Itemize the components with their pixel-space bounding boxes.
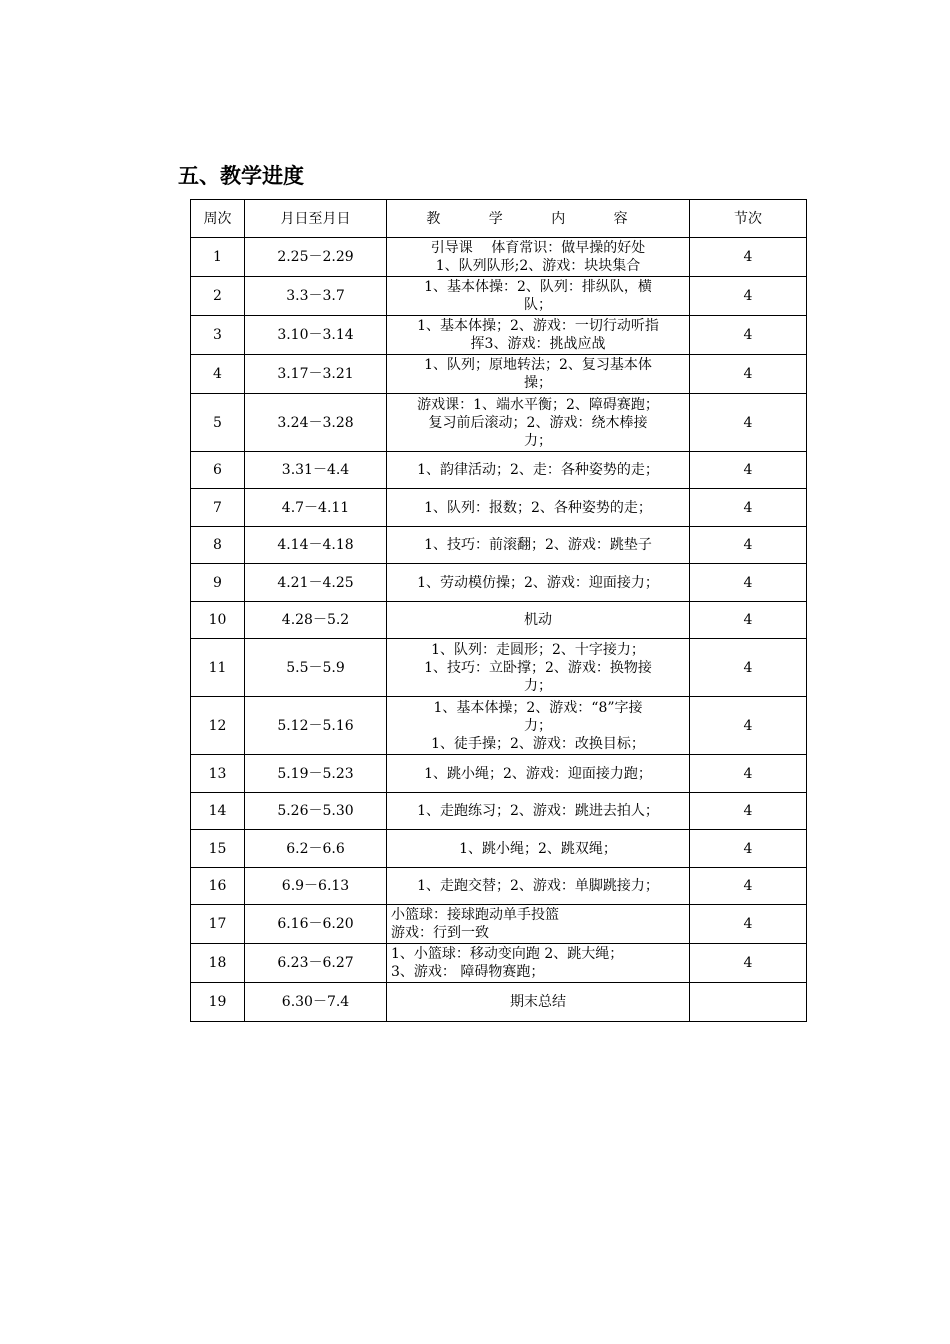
cell-content — [387, 527, 690, 564]
content-line: 1、劳动模仿操；2、游戏：迎面接力； — [417, 574, 659, 591]
cell-sessions: 4 — [690, 944, 807, 983]
content-line: 引导课 体育常识：做早操的好处 — [430, 240, 646, 256]
cell-dates: 4.21－4.25 — [245, 564, 387, 602]
cell-week: 13 — [191, 755, 245, 793]
cell-week: 14 — [191, 793, 245, 830]
cell-content — [387, 983, 690, 1022]
cell-content — [387, 316, 690, 355]
cell-content — [387, 697, 690, 755]
cell-week: 15 — [191, 830, 245, 868]
cell-sessions: 4 — [690, 452, 807, 489]
cell-sessions: 4 — [690, 564, 807, 602]
table-row — [191, 697, 807, 755]
cell-dates: 5.12－5.16 — [245, 697, 387, 755]
cell-sessions: 4 — [690, 755, 807, 793]
table-row — [191, 868, 807, 905]
table-header-row — [191, 200, 807, 238]
cell-content — [387, 564, 690, 602]
cell-content — [387, 944, 690, 983]
table-row — [191, 394, 807, 452]
table-row — [191, 564, 807, 602]
cell-dates: 6.2－6.6 — [245, 830, 387, 868]
table-row — [191, 983, 807, 1022]
cell-sessions: 4 — [690, 639, 807, 697]
content-line: 1、技巧：立卧撑；2、游戏：换物接 — [424, 659, 652, 676]
cell-week: 7 — [191, 489, 245, 527]
cell-dates: 3.3－3.7 — [245, 277, 387, 316]
table-row — [191, 355, 807, 394]
header-sessions: 节次 — [690, 200, 807, 238]
cell-week: 1 — [191, 238, 245, 277]
cell-sessions: 4 — [690, 316, 807, 355]
cell-content — [387, 489, 690, 527]
cell-dates: 3.10－3.14 — [245, 316, 387, 355]
cell-week: 3 — [191, 316, 245, 355]
table-row — [191, 793, 807, 830]
table-row — [191, 316, 807, 355]
cell-dates: 5.5－5.9 — [245, 639, 387, 697]
content-line: 1、队列：走圆形；2、十字接力； — [431, 641, 645, 658]
cell-dates: 6.9－6.13 — [245, 868, 387, 905]
cell-dates: 3.24－3.28 — [245, 394, 387, 452]
content-line: 机动 — [524, 612, 552, 628]
cell-content — [387, 868, 690, 905]
header-week: 周次 — [191, 200, 245, 238]
content-line: 1、技巧：前滚翻；2、游戏：跳垫子 — [424, 537, 652, 553]
cell-sessions: 4 — [690, 394, 807, 452]
table-row — [191, 489, 807, 527]
table-row — [191, 944, 807, 983]
content-line: 小篮球：接球跑动单手投篮 — [391, 907, 559, 923]
cell-sessions: 4 — [690, 527, 807, 564]
content-line: 1、跳小绳；2、跳双绳； — [459, 840, 617, 857]
cell-sessions: 4 — [690, 697, 807, 755]
content-line: 期末总结 — [510, 994, 566, 1010]
cell-sessions: 4 — [690, 793, 807, 830]
table-row — [191, 905, 807, 944]
cell-week: 12 — [191, 697, 245, 755]
table-row — [191, 602, 807, 639]
table-row — [191, 639, 807, 697]
cell-content — [387, 793, 690, 830]
content-line: 3、游戏： 障碍物赛跑； — [391, 964, 545, 980]
cell-dates: 6.23－6.27 — [245, 944, 387, 983]
table-row — [191, 527, 807, 564]
cell-week: 10 — [191, 602, 245, 639]
content-line: 1、跳小绳；2、游戏：迎面接力跑； — [424, 765, 652, 782]
cell-dates: 4.28－5.2 — [245, 602, 387, 639]
content-line: 力； — [524, 432, 552, 449]
content-line: 1、韵律活动；2、走：各种姿势的走； — [417, 462, 659, 478]
cell-dates: 2.25－2.29 — [245, 238, 387, 277]
content-line: 力； — [524, 677, 552, 694]
cell-week: 19 — [191, 983, 245, 1022]
content-line: 1、队列；原地转法；2、复习基本体 — [424, 357, 652, 373]
cell-dates: 3.31－4.4 — [245, 452, 387, 489]
cell-content — [387, 394, 690, 452]
content-line: 操； — [524, 375, 552, 391]
content-line: 队； — [524, 297, 552, 313]
header-content: 教 学 内 容 — [387, 200, 690, 238]
cell-sessions: 4 — [690, 238, 807, 277]
content-line: 1、走跑练习；2、游戏：跳进去拍人； — [417, 803, 659, 819]
page-heading: 五、教学进度 — [178, 164, 304, 188]
cell-week: 11 — [191, 639, 245, 697]
cell-dates: 6.16－6.20 — [245, 905, 387, 944]
table-row — [191, 452, 807, 489]
cell-week: 17 — [191, 905, 245, 944]
content-line: 1、基本体操；2、游戏：“8”字接 — [433, 699, 643, 716]
cell-sessions: 4 — [690, 602, 807, 639]
cell-content — [387, 639, 690, 697]
cell-dates: 4.7－4.11 — [245, 489, 387, 527]
content-line: 挥3、游戏：挑战应战 — [470, 336, 606, 352]
cell-week: 5 — [191, 394, 245, 452]
content-line: 1、队列：报数；2、各种姿势的走； — [424, 499, 652, 516]
cell-sessions: 4 — [690, 830, 807, 868]
cell-content — [387, 755, 690, 793]
cell-content — [387, 238, 690, 277]
content-line: 游戏：行到一致 — [391, 925, 489, 941]
content-line: 1、队列队形;2、游戏：块块集合 — [435, 258, 641, 274]
table-row — [191, 277, 807, 316]
content-line: 1、基本体操；2、游戏：一切行动听指 — [417, 318, 659, 334]
content-line: 1、徒手操；2、游戏：改换目标； — [431, 735, 645, 752]
table-row — [191, 238, 807, 277]
content-line: 1、小篮球：移动变向跑 2、跳大绳； — [391, 946, 624, 962]
header-dates: 月日至月日 — [245, 200, 387, 238]
cell-dates: 4.14－4.18 — [245, 527, 387, 564]
cell-dates: 5.19－5.23 — [245, 755, 387, 793]
content-line: 力； — [524, 717, 552, 734]
cell-content — [387, 355, 690, 394]
cell-content — [387, 452, 690, 489]
cell-sessions: 4 — [690, 868, 807, 905]
cell-content — [387, 602, 690, 639]
cell-dates: 5.26－5.30 — [245, 793, 387, 830]
cell-week: 9 — [191, 564, 245, 602]
cell-content — [387, 830, 690, 868]
content-line: 游戏课：1、端水平衡；2、障碍赛跑； — [417, 396, 659, 413]
cell-content — [387, 277, 690, 316]
content-line: 1、基本体操：2、队列：排纵队，横 — [424, 279, 652, 295]
cell-sessions: 4 — [690, 905, 807, 944]
content-line: 复习前后滚动；2、游戏：绕木棒接 — [428, 414, 648, 431]
table-body — [191, 238, 807, 1022]
cell-sessions: 4 — [690, 355, 807, 394]
cell-week: 2 — [191, 277, 245, 316]
cell-week: 4 — [191, 355, 245, 394]
teaching-schedule-table — [190, 199, 807, 1022]
cell-dates: 6.30－7.4 — [245, 983, 387, 1022]
cell-week: 18 — [191, 944, 245, 983]
cell-dates: 3.17－3.21 — [245, 355, 387, 394]
content-line: 1、走跑交替；2、游戏：单脚跳接力； — [417, 878, 659, 894]
cell-week: 6 — [191, 452, 245, 489]
cell-sessions: 4 — [690, 489, 807, 527]
table-row — [191, 830, 807, 868]
cell-content — [387, 905, 690, 944]
cell-sessions: 4 — [690, 277, 807, 316]
cell-week: 16 — [191, 868, 245, 905]
table-row — [191, 755, 807, 793]
cell-sessions — [690, 983, 807, 1022]
cell-week: 8 — [191, 527, 245, 564]
